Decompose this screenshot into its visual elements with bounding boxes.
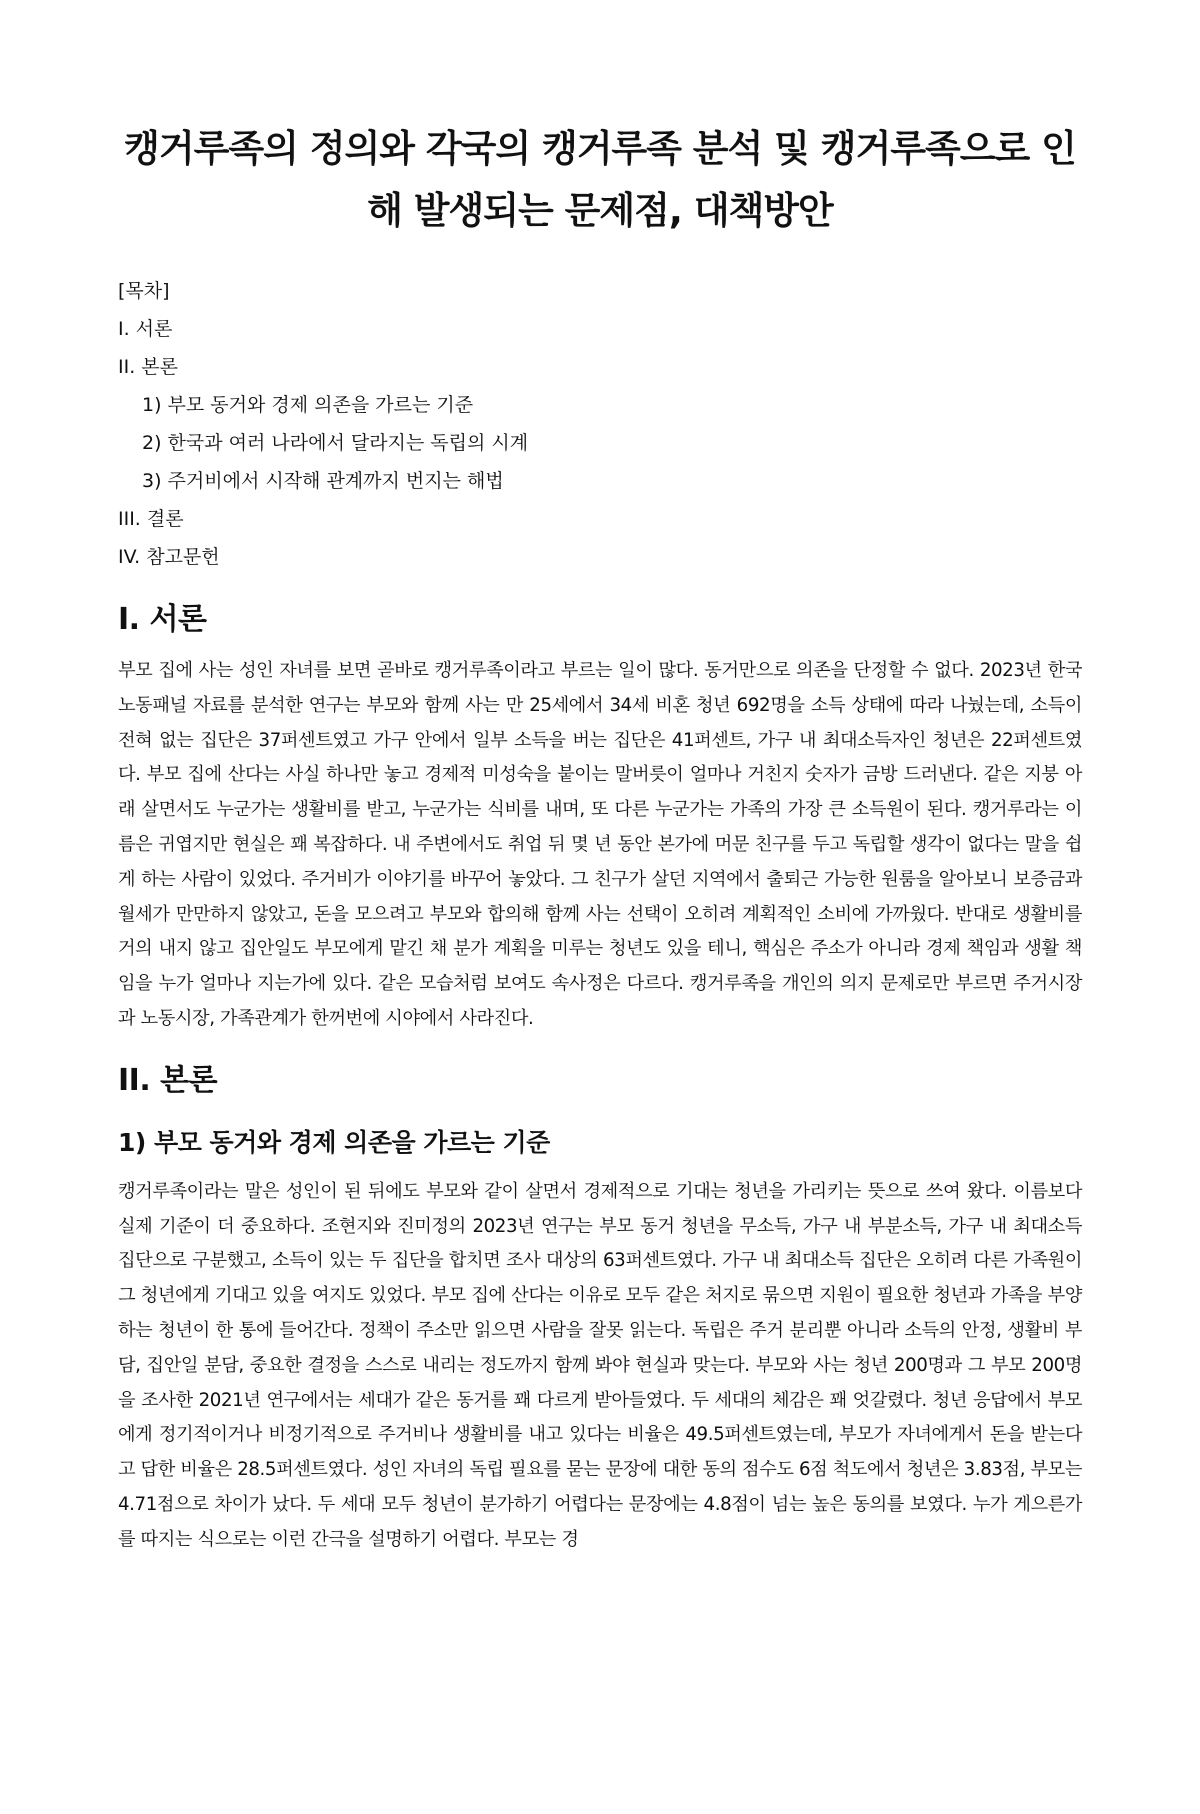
toc-item-intro: I. 서론: [118, 318, 173, 340]
document-page: [0, 118, 1200, 1814]
subsection-heading-1: 1) 부모 동거와 경제 의존을 가르는 기준: [118, 1127, 550, 1157]
toc-item-conclusion: III. 결론: [118, 508, 184, 530]
document-title: 캥거루족의 정의와 각국의 캥거루족 분석 및 캥거루족으로 인해 발생되는 문제점, 대책방안: [124, 127, 1076, 232]
section-heading-intro: I. 서론: [118, 602, 207, 637]
toc-item-sub1: 1) 부모 동거와 경제 의존을 가르는 기준: [142, 394, 474, 416]
toc-item-sub3: 3) 주거비에서 시작해 관계까지 번지는 해법: [142, 470, 504, 492]
subsection-1-paragraph: 캥거루족이라는 말은 성인이 된 뒤에도 부모와 같이 살면서 경제적으로 기대는 청년을 가리키는 뜻으로 쓰여 왔다. 이름보다 실제 기준이 더 중요하다. 조현지와 진미정의 2023년 연구는 부모 동거 청년을 무소득, 가구 내 부분소득, 가구 내 최대소득 집단으로 구분했고, 소득이 있는 두 집단을 합치면 조사 대상의 63퍼센트였다. 가구 내 최대소득 집단은 오히려 다른 가족원이 그 청년에게 기대고 있을 여지도 있었다. 부모 집에 산다는 이유로 모두 같은 처지로 묶으면 지원이 필요한 청년과 가족을 부양하는 청년이 한 통에 들어간다. 정책이 주소만 읽으면 사람을 잘못 읽는다. 독립은 주거 분리뿐 아니라 소득의 안정, 생활비 부담, 집안일 분담, 중요한 결정을 스스로 내리는 정도까지 함께 봐야 현실과 맞는다. 부모와 사는 청년 200명과 그 부모 200명을 조사한 2021년 연구에서는 세대가 같은 동거를 꽤 다르게 받아들였다. 두 세대의 체감은 꽤 엇갈렸다. 청년 응답에서 부모에게 정기적이거나 비정기적으로 주거비나 생활비를 내고 있다는 비율은 49.5퍼센트였는데, 부모가 자녀에게서 돈을 받는다고 답한 비율은 28.5퍼센트였다. 성인 자녀의 독립 필요를 묻는 문장에 대한 동의 점수도 6점 척도에서 청년은 3.83점, 부모는 4.71점으로 차이가 났다. 두 세대 모두 청년이 분가하기 어렵다는 문장에는 4.8점이 넘는 높은 동의를 보였다. 누가 게으른가를 따지는 식으로는 이런 간극을 설명하기 어렵다. 부모는 경: [118, 1180, 1082, 1550]
section-heading-body: II. 본론: [118, 1062, 218, 1098]
toc-item-body: II. 본론: [118, 356, 178, 378]
toc-item-references: IV. 참고문헌: [118, 546, 220, 568]
toc-header: [목차]: [118, 280, 170, 302]
intro-paragraph: 부모 집에 사는 성인 자녀를 보면 곧바로 캥거루족이라고 부르는 일이 많다. 동거만으로 의존을 단정할 수 없다. 2023년 한국노동패널 자료를 분석한 연구는 부모와 함께 사는 만 25세에서 34세 비혼 청년 692명을 소득 상태에 따라 나눴는데, 소득이 전혀 없는 집단은 37퍼센트였고 가구 안에서 일부 소득을 버는 집단은 41퍼센트, 가구 내 최대소득자인 청년은 22퍼센트였다. 부모 집에 산다는 사실 하나만 놓고 경제적 미성숙을 붙이는 말버릇이 얼마나 거친지 숫자가 금방 드러낸다. 같은 지붕 아래 살면서도 누군가는 생활비를 받고, 누군가는 식비를 내며, 또 다른 누군가는 가족의 가장 큰 소득원이 된다. 캥거루라는 이름은 귀엽지만 현실은 꽤 복잡하다. 내 주변에서도 취업 뒤 몇 년 동안 본가에 머문 친구를 두고 독립할 생각이 없다는 말을 쉽게 하는 사람이 있었다. 주거비가 이야기를 바꾸어 놓았다. 그 친구가 살던 지역에서 출퇴근 가능한 원룸을 알아보니 보증금과 월세가 만만하지 않았고, 돈을 모으려고 부모와 합의해 함께 사는 선택이 오히려 계획적인 소비에 가까웠다. 반대로 생활비를 거의 내지 않고 집안일도 부모에게 맡긴 채 분가 계획을 미루는 청년도 있을 테니, 핵심은 주소가 아니라 경제 책임과 생활 책임을 누가 얼마나 지는가에 있다. 같은 모습처럼 보여도 속사정은 다르다. 캥거루족을 개인의 의지 문제로만 부르면 주거시장과 노동시장, 가족관계가 한꺼번에 시야에서 사라진다.: [118, 660, 1082, 1029]
table-of-contents: [118, 272, 1082, 576]
toc-item-sub2: 2) 한국과 여러 나라에서 달라지는 독립의 시계: [142, 432, 529, 454]
